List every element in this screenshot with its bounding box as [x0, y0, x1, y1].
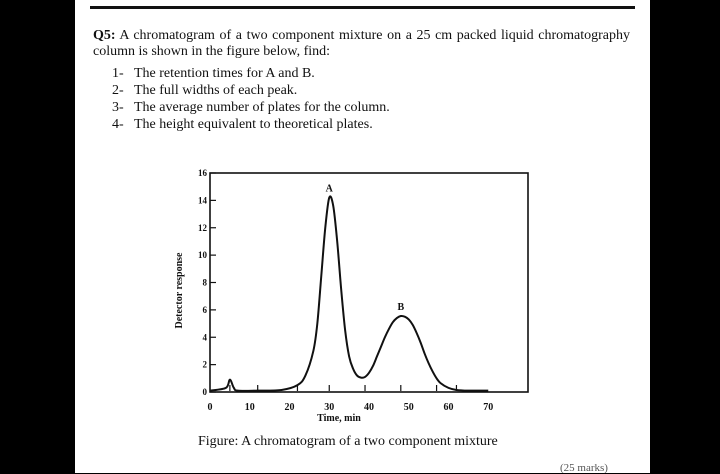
- question-label: Q5:: [93, 28, 116, 43]
- y-tick-label: 2: [202, 359, 207, 370]
- y-tick-label: 0: [202, 387, 207, 397]
- list-item-number: 1-: [112, 66, 124, 81]
- x-tick-label: 70: [483, 402, 494, 413]
- y-tick-label: 16: [198, 168, 207, 178]
- x-tick-label: 50: [403, 402, 414, 413]
- y-axis-label: Detector response: [174, 252, 185, 329]
- list-item-number: 3-: [112, 100, 124, 115]
- figure-caption: Figure: A chromatogram of a two component mixture: [198, 434, 498, 449]
- list-item-number: 2-: [112, 83, 124, 98]
- list-item: [112, 99, 390, 116]
- list-item: [112, 65, 390, 82]
- x-tick-label: 20: [284, 402, 295, 413]
- list-item: [112, 116, 390, 133]
- x-tick-label: 60: [443, 402, 454, 413]
- chromatogram-line: [210, 196, 488, 391]
- y-tick-label: 6: [202, 304, 207, 315]
- x-tick-label: 40: [364, 402, 374, 413]
- x-tick-label: 30: [324, 402, 335, 413]
- list-item-text: The retention times for A and B.: [134, 66, 315, 81]
- y-tick-label: 14: [198, 195, 207, 206]
- question-list: [112, 65, 390, 133]
- x-tick-label: 0: [207, 402, 213, 413]
- list-item-text: The full widths of each peak.: [134, 83, 298, 98]
- top-rule: [90, 6, 635, 9]
- list-item: [112, 82, 390, 99]
- peak-label: A: [325, 183, 333, 195]
- y-tick-label: 10: [198, 250, 207, 261]
- list-item-number: 4-: [112, 117, 124, 132]
- peak-label: B: [397, 302, 405, 314]
- x-tick-label: 10: [244, 402, 255, 413]
- plot-frame: [210, 173, 528, 392]
- question-text: A chromatogram of a two component mixture on a 25 cm packed liquid chromatography column is shown in the figure below, find:: [93, 28, 630, 59]
- list-item-text: The height equivalent to theoretical plates.: [134, 117, 373, 132]
- list-item-text: The average number of plates for the column.: [134, 100, 390, 115]
- chromatogram-chart: [170, 165, 540, 435]
- x-axis-label: Time, min: [317, 413, 361, 424]
- y-tick-label: 12: [198, 222, 207, 233]
- chromatogram-figure: [170, 165, 540, 435]
- question-paragraph: [93, 28, 630, 60]
- corner-fragment: (25 marks): [560, 462, 608, 474]
- y-tick-label: 4: [202, 332, 207, 343]
- y-tick-label: 8: [202, 277, 207, 288]
